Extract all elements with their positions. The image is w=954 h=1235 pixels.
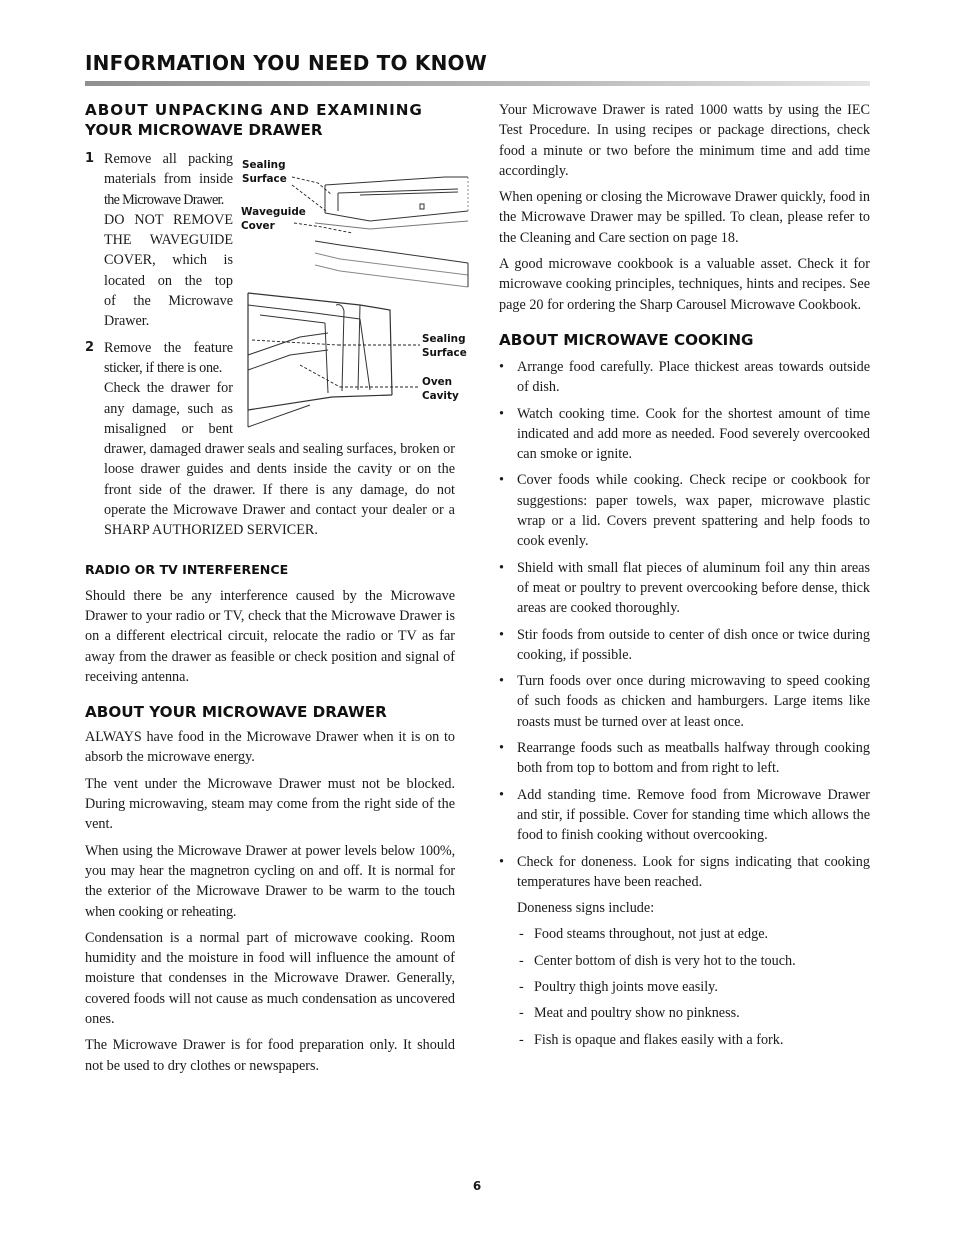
step-2-text-narrow bbox=[104, 338, 233, 439]
sealing-surface-bottom-label-line: Sealing bbox=[422, 333, 466, 345]
sealing-surface-bottom-label-line: Surface bbox=[422, 346, 467, 359]
about-drawer-heading: ABOUT YOUR MICROWAVE DRAWER bbox=[85, 703, 387, 722]
cooking-tip bbox=[499, 852, 870, 893]
unpacking-heading-line1: ABOUT UNPACKING AND EXAMINING bbox=[85, 101, 423, 119]
bullet-icon: • bbox=[499, 786, 504, 803]
bullet-icon: • bbox=[499, 740, 504, 757]
waveguide-cover-label bbox=[241, 206, 306, 233]
oven-cavity-label bbox=[422, 376, 459, 403]
right-column bbox=[499, 100, 870, 1050]
about-drawer-paragraph: Condensation is a normal part of microwave cooking. Room humidity and the moisture in food will influence the amount of moisture that condenses in the Microwave Drawer. Generally, covered foods will not cause as much condensation as uncovered ones. bbox=[85, 929, 455, 1027]
step-1-line: DO NOT REMOVE bbox=[104, 211, 233, 228]
about-drawer-paragraph: The vent under the Microwave Drawer must not be blocked. During microwaving, steam may come from the right side of the vent. bbox=[85, 775, 455, 833]
doneness-sign bbox=[517, 924, 870, 944]
about-drawer-paragraph: When using the Microwave Drawer at power levels below 100%, you may hear the magnetron cycling on and off. It is normal for the exterior of the Microwave Drawer to be warm to the touch when cooking or reheating. bbox=[85, 842, 455, 920]
cooking-tip bbox=[499, 357, 870, 398]
dash-icon: - bbox=[519, 952, 524, 969]
doneness-sign-text: Poultry thigh joints move easily. bbox=[534, 978, 718, 995]
cooking-tips-list bbox=[499, 357, 870, 892]
step-1-line: materials from inside bbox=[104, 171, 233, 188]
cooking-tip-text: Arrange food carefully. Place thickest areas towards outside of dish. bbox=[517, 358, 870, 396]
step-2-line: misaligned or bent bbox=[104, 420, 233, 437]
unpacking-heading bbox=[85, 100, 455, 140]
dash-icon: - bbox=[519, 1005, 524, 1022]
step-1-line: COVER, which is bbox=[104, 252, 233, 269]
intro-paragraph: A good microwave cookbook is a valuable asset. Check it for microwave cooking principles, techniques, hints and recipes. See page 20 for ordering the Sharp Carousel Microwave Cookbook. bbox=[499, 256, 870, 313]
microwave-drawer-diagram bbox=[240, 155, 475, 430]
step-1-line: Remove all packing bbox=[104, 151, 233, 167]
step-1-line: of the Microwave bbox=[104, 293, 233, 310]
sealing-surface-top-label-line: Surface bbox=[242, 172, 287, 185]
cooking-tip-text: Turn foods over once during microwaving to speed cooking of such foods as chicken and hamburgers. Large items like roasts must be turned over at least once. bbox=[517, 673, 870, 730]
bullet-icon: • bbox=[499, 673, 504, 690]
cooking-tip bbox=[499, 558, 870, 619]
bullet-icon: • bbox=[499, 358, 504, 375]
intro-paragraph: Your Microwave Drawer is rated 1000 watts by using the IEC Test Procedure. In using recipes or package directions, check food a minute or two before the minimum time and add time accordingly. bbox=[499, 102, 870, 179]
bullet-icon: • bbox=[499, 626, 504, 643]
step-2-line: sticker, if there is one. bbox=[104, 359, 222, 376]
step-1-line: Drawer. bbox=[104, 313, 150, 330]
intro-paragraph: When opening or closing the Microwave Drawer quickly, food in the Microwave Drawer may be spilled. To clean, please refer to the Cleaning and Care section on page 18. bbox=[499, 189, 871, 246]
doneness-sign-text: Food steams throughout, not just at edge. bbox=[534, 926, 769, 943]
step-1-line: located on the top bbox=[104, 272, 233, 289]
step-1-line: the Microwave Drawer. bbox=[104, 191, 224, 208]
cooking-tip-text: Shield with small flat pieces of aluminum foil any thin areas of meat or poultry to prevent overcooking before dense, thick areas are cooked thoroughly. bbox=[517, 559, 870, 617]
about-drawer-paragraph: ALWAYS have food in the Microwave Drawer when it is on to absorb the microwave energy. bbox=[85, 729, 455, 766]
radio-heading: RADIO OR TV INTERFERENCE bbox=[85, 561, 289, 577]
cooking-tip bbox=[499, 470, 870, 551]
page-title: INFORMATION YOU NEED TO KNOW bbox=[85, 51, 487, 75]
unpacking-heading-line2: YOUR MICROWAVE DRAWER bbox=[85, 121, 323, 139]
doneness-sign-text: Fish is opaque and flakes easily with a fork. bbox=[534, 1031, 784, 1048]
step-2-line: Check the drawer for bbox=[104, 380, 233, 397]
dash-icon: - bbox=[519, 978, 524, 995]
cooking-tip-text: Watch cooking time. Cook for the shortest amount of time indicated and add more as needed. Food severely overcooked can smoke or ignite. bbox=[517, 405, 870, 463]
cooking-tip-text: Stir foods from outside to center of dish once or twice during cooking, if possible. bbox=[517, 626, 870, 663]
cooking-tip bbox=[499, 404, 870, 465]
cooking-tip bbox=[499, 785, 870, 846]
bullet-icon: • bbox=[499, 472, 504, 489]
cooking-tip bbox=[499, 738, 870, 779]
doneness-sign bbox=[517, 1003, 870, 1023]
dash-icon: - bbox=[519, 926, 524, 943]
cooking-tip bbox=[499, 671, 870, 732]
cooking-tip-text: Cover foods while cooking. Check recipe or cookbook for suggestions: paper towels, wax paper, microwave plastic wrap or a lid. Covers prevent spattering and help foods to cook evenly. bbox=[517, 472, 870, 550]
step-2-text-rest: drawer, damaged drawer seals and sealing surfaces, broken or loose drawer guides and dents inside the cavity or on the front side of the drawer. If there is any damage, do not operate the Microwave Drawer and contact your dealer or a SHARP AUTHORIZED SERVICER. bbox=[104, 441, 455, 539]
step-1-line: THE WAVEGUIDE bbox=[104, 232, 233, 249]
sealing-surface-top-label bbox=[242, 159, 287, 186]
step-2-line: Remove the feature bbox=[104, 339, 233, 356]
step-2-number: 2 bbox=[85, 339, 95, 355]
doneness-signs-list bbox=[499, 924, 870, 1049]
doneness-sign-text: Meat and poultry show no pinkness. bbox=[534, 1005, 740, 1022]
sealing-surface-top-label-line: Sealing bbox=[242, 159, 286, 171]
oven-cavity-label-line: Oven bbox=[422, 376, 453, 388]
cooking-heading: ABOUT MICROWAVE COOKING bbox=[499, 330, 754, 349]
doneness-sign bbox=[517, 951, 870, 971]
waveguide-cover-label-line: Cover bbox=[241, 219, 275, 232]
radio-text: Should there be any interference caused by the Microwave Drawer to your radio or TV, check that the Microwave Drawer is on a different electrical circuit, relocate the radio or TV as far away from the drawer as feasible or check position and signal of receiving antenna. bbox=[85, 587, 455, 685]
oven-cavity-label-line: Cavity bbox=[422, 389, 459, 402]
cooking-tip bbox=[499, 625, 870, 666]
bullet-icon: • bbox=[499, 559, 504, 576]
bullet-icon: • bbox=[499, 405, 504, 422]
cooking-tip-text: Add standing time. Remove food from Microwave Drawer and stir, if possible. Cover for standing time which allows the food to finish cooking without overcooking. bbox=[517, 786, 870, 844]
doneness-sign bbox=[517, 977, 870, 997]
cooking-tip-text: Rearrange foods such as meatballs halfway through cooking both from top to bottom and from right to left. bbox=[517, 740, 870, 777]
step-1-number: 1 bbox=[85, 151, 95, 166]
title-rule bbox=[85, 81, 870, 86]
doneness-intro: Doneness signs include: bbox=[517, 900, 655, 917]
sealing-surface-bottom-label bbox=[422, 333, 467, 360]
dash-icon: - bbox=[519, 1031, 524, 1048]
bullet-icon: • bbox=[499, 853, 504, 870]
page-number: 6 bbox=[472, 1179, 482, 1193]
doneness-sign-text: Center bottom of dish is very hot to the touch. bbox=[534, 952, 796, 969]
step-2-line: any damage, such as bbox=[104, 400, 233, 417]
doneness-sign bbox=[517, 1030, 870, 1050]
waveguide-cover-label-line: Waveguide bbox=[241, 206, 306, 218]
about-drawer-paragraph: The Microwave Drawer is for food preparation only. It should not be used to dry clothes or newspapers. bbox=[85, 1037, 455, 1074]
step-1-text bbox=[104, 149, 233, 332]
cooking-tip-text: Check for doneness. Look for signs indicating that cooking temperatures have been reached. bbox=[517, 853, 870, 890]
